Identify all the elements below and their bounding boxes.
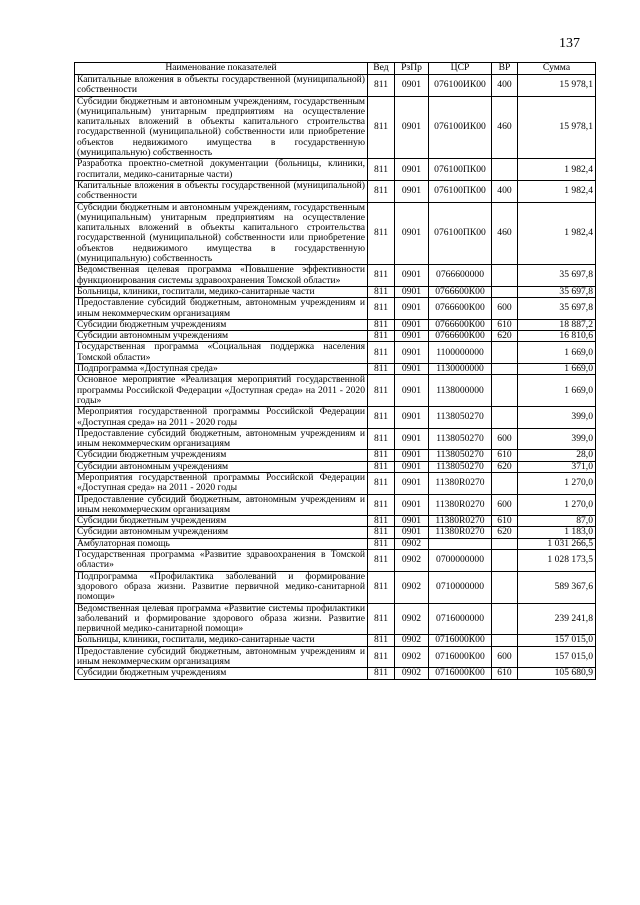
cell-ved: 811 xyxy=(368,364,395,375)
cell-csr: 0716000000 xyxy=(429,603,492,635)
cell-name: Субсидии автономным учреждениям xyxy=(75,461,368,472)
header-vr: ВР xyxy=(492,63,518,75)
cell-sum: 35 697,8 xyxy=(518,298,596,320)
cell-name: Субсидии бюджетным и автономным учреждениям, государственным (муниципальным) унитарным предприятиям на осуществление капитальных вложений в объекты капитального строительства государственной (муниципальной) собственности или приобретение объектов недвижимого имущества в государственную (муниципальную) собственность xyxy=(75,202,368,265)
cell-csr: 11380R0270 xyxy=(429,527,492,538)
cell-sum: 28,0 xyxy=(518,450,596,461)
cell-vr xyxy=(492,550,518,572)
cell-ved: 811 xyxy=(368,550,395,572)
cell-csr: 076100ПК00 xyxy=(429,202,492,265)
cell-rzpr: 0901 xyxy=(395,428,429,450)
cell-sum: 1 669,0 xyxy=(518,364,596,375)
cell-name: Субсидии бюджетным учреждениям xyxy=(75,668,368,679)
cell-rzpr: 0901 xyxy=(395,96,429,159)
cell-ved: 811 xyxy=(368,96,395,159)
cell-name: Разработка проектно-сметной документации (больницы, клиники, госпитали, медико-санитарные части) xyxy=(75,159,368,181)
cell-name: Капитальные вложения в объекты государственной (муниципальной) собственности xyxy=(75,75,368,97)
cell-sum: 35 697,8 xyxy=(518,265,596,287)
cell-sum: 105 680,9 xyxy=(518,668,596,679)
cell-vr: 610 xyxy=(492,516,518,527)
table-row xyxy=(75,646,596,668)
table-row xyxy=(75,364,596,375)
cell-ved: 811 xyxy=(368,450,395,461)
cell-rzpr: 0901 xyxy=(395,342,429,364)
cell-vr: 400 xyxy=(492,75,518,97)
cell-rzpr: 0901 xyxy=(395,202,429,265)
table-row xyxy=(75,428,596,450)
cell-vr xyxy=(492,472,518,494)
cell-name: Субсидии бюджетным учреждениям xyxy=(75,319,368,330)
cell-vr xyxy=(492,635,518,646)
cell-vr: 610 xyxy=(492,668,518,679)
header-ved: Вед xyxy=(368,63,395,75)
cell-vr xyxy=(492,407,518,429)
header-name: Наименование показателей xyxy=(75,63,368,75)
table-row xyxy=(75,571,596,603)
cell-csr: 1138000000 xyxy=(429,375,492,407)
cell-sum: 157 015,0 xyxy=(518,646,596,668)
table-row xyxy=(75,375,596,407)
table-row xyxy=(75,494,596,516)
cell-ved: 811 xyxy=(368,428,395,450)
cell-csr: 076100ПК00 xyxy=(429,180,492,202)
cell-sum: 1 031 266,5 xyxy=(518,538,596,549)
table-header-row xyxy=(75,63,596,75)
cell-rzpr: 0901 xyxy=(395,364,429,375)
cell-sum: 1 669,0 xyxy=(518,375,596,407)
cell-vr: 600 xyxy=(492,298,518,320)
cell-rzpr: 0902 xyxy=(395,668,429,679)
cell-rzpr: 0901 xyxy=(395,331,429,342)
cell-vr xyxy=(492,159,518,181)
cell-vr: 600 xyxy=(492,428,518,450)
cell-ved: 811 xyxy=(368,180,395,202)
cell-csr: 1138050270 xyxy=(429,450,492,461)
cell-name: Больницы, клиники, госпитали, медико-санитарные части xyxy=(75,635,368,646)
cell-sum: 18 887,2 xyxy=(518,319,596,330)
cell-sum: 1 982,4 xyxy=(518,180,596,202)
table-row xyxy=(75,298,596,320)
cell-rzpr: 0901 xyxy=(395,180,429,202)
cell-ved: 811 xyxy=(368,646,395,668)
cell-name: Субсидии бюджетным и автономным учреждениям, государственным (муниципальным) унитарным предприятиям на осуществление капитальных вложений в объекты капитального строительства государственной (муниципальной) собственности или приобретение объектов недвижимого имущества в государственную (муниципальную) собственность xyxy=(75,96,368,159)
cell-rzpr: 0902 xyxy=(395,550,429,572)
cell-name: Больницы, клиники, госпитали, медико-санитарные части xyxy=(75,286,368,297)
cell-vr xyxy=(492,265,518,287)
cell-csr: 1138050270 xyxy=(429,428,492,450)
cell-sum: 15 978,1 xyxy=(518,96,596,159)
cell-csr: 0716000К00 xyxy=(429,635,492,646)
cell-rzpr: 0901 xyxy=(395,472,429,494)
cell-name: Предоставление субсидий бюджетным, автономным учреждениям и иным некоммерческим организациям xyxy=(75,428,368,450)
cell-rzpr: 0901 xyxy=(395,75,429,97)
cell-name: Субсидии бюджетным учреждениям xyxy=(75,516,368,527)
cell-vr: 460 xyxy=(492,96,518,159)
cell-rzpr: 0901 xyxy=(395,407,429,429)
cell-name: Ведомственная целевая программа «Развитие системы профилактики заболеваний и формирование здорового образа жизни. Развитие первичной медико-санитарной помощи» xyxy=(75,603,368,635)
table-row xyxy=(75,550,596,572)
cell-name: Амбулаторная помощь xyxy=(75,538,368,549)
cell-csr: 0766600К00 xyxy=(429,319,492,330)
cell-vr: 600 xyxy=(492,646,518,668)
cell-rzpr: 0901 xyxy=(395,461,429,472)
cell-csr: 1100000000 xyxy=(429,342,492,364)
cell-ved: 811 xyxy=(368,516,395,527)
table-row xyxy=(75,342,596,364)
cell-name: Государственная программа «Социальная поддержка населения Томской области» xyxy=(75,342,368,364)
cell-rzpr: 0901 xyxy=(395,319,429,330)
cell-sum: 239 241,8 xyxy=(518,603,596,635)
cell-vr: 460 xyxy=(492,202,518,265)
cell-ved: 811 xyxy=(368,527,395,538)
cell-vr xyxy=(492,375,518,407)
cell-csr: 076100ИК00 xyxy=(429,75,492,97)
cell-vr: 610 xyxy=(492,319,518,330)
cell-ved: 811 xyxy=(368,461,395,472)
cell-ved: 811 xyxy=(368,375,395,407)
cell-sum: 399,0 xyxy=(518,407,596,429)
cell-vr xyxy=(492,286,518,297)
table-row xyxy=(75,331,596,342)
cell-csr: 11380R0270 xyxy=(429,472,492,494)
cell-vr xyxy=(492,571,518,603)
table-row xyxy=(75,461,596,472)
cell-sum: 87,0 xyxy=(518,516,596,527)
cell-ved: 811 xyxy=(368,202,395,265)
cell-sum: 1 270,0 xyxy=(518,494,596,516)
table-row xyxy=(75,603,596,635)
cell-rzpr: 0901 xyxy=(395,375,429,407)
cell-sum: 35 697,8 xyxy=(518,286,596,297)
cell-name: Мероприятия государственной программы Российской Федерации «Доступная среда» на 2011 - 2020 годы xyxy=(75,472,368,494)
cell-name: Субсидии автономным учреждениям xyxy=(75,527,368,538)
cell-name: Капитальные вложения в объекты государственной (муниципальной) собственности xyxy=(75,180,368,202)
cell-sum: 1 183,0 xyxy=(518,527,596,538)
cell-ved: 811 xyxy=(368,265,395,287)
cell-csr: 1138050270 xyxy=(429,407,492,429)
table-row xyxy=(75,180,596,202)
cell-name: Предоставление субсидий бюджетным, автономным учреждениям и иным некоммерческим организациям xyxy=(75,494,368,516)
cell-ved: 811 xyxy=(368,159,395,181)
cell-rzpr: 0901 xyxy=(395,450,429,461)
cell-csr: 1138050270 xyxy=(429,461,492,472)
cell-sum: 1 028 173,5 xyxy=(518,550,596,572)
cell-vr xyxy=(492,538,518,549)
table-row xyxy=(75,159,596,181)
cell-rzpr: 0902 xyxy=(395,538,429,549)
table-row xyxy=(75,75,596,97)
cell-csr: 0710000000 xyxy=(429,571,492,603)
cell-rzpr: 0901 xyxy=(395,265,429,287)
table-row xyxy=(75,407,596,429)
table-row xyxy=(75,472,596,494)
cell-ved: 811 xyxy=(368,331,395,342)
cell-ved: 811 xyxy=(368,75,395,97)
cell-sum: 16 810,6 xyxy=(518,331,596,342)
cell-csr: 0716000К00 xyxy=(429,646,492,668)
cell-name: Предоставление субсидий бюджетным, автономным учреждениям и иным некоммерческим организациям xyxy=(75,298,368,320)
cell-csr: 0766600К00 xyxy=(429,286,492,297)
cell-csr: 11380R0270 xyxy=(429,516,492,527)
cell-name: Подпрограмма «Доступная среда» xyxy=(75,364,368,375)
cell-csr: 0766600000 xyxy=(429,265,492,287)
table-row xyxy=(75,635,596,646)
cell-rzpr: 0902 xyxy=(395,646,429,668)
table-row xyxy=(75,450,596,461)
cell-csr: 0766600К00 xyxy=(429,331,492,342)
cell-sum: 1 669,0 xyxy=(518,342,596,364)
cell-rzpr: 0901 xyxy=(395,494,429,516)
cell-vr: 620 xyxy=(492,527,518,538)
table-body xyxy=(75,75,596,680)
budget-table xyxy=(74,62,596,680)
cell-name: Мероприятия государственной программы Российской Федерации «Доступная среда» на 2011 - 2020 годы xyxy=(75,407,368,429)
cell-ved: 811 xyxy=(368,538,395,549)
cell-ved: 811 xyxy=(368,298,395,320)
cell-ved: 811 xyxy=(368,635,395,646)
table-row xyxy=(75,516,596,527)
header-csr: ЦСР xyxy=(429,63,492,75)
cell-rzpr: 0902 xyxy=(395,635,429,646)
cell-csr: 11380R0270 xyxy=(429,494,492,516)
cell-ved: 811 xyxy=(368,472,395,494)
cell-rzpr: 0901 xyxy=(395,527,429,538)
cell-vr: 620 xyxy=(492,461,518,472)
table-row xyxy=(75,96,596,159)
cell-ved: 811 xyxy=(368,603,395,635)
cell-csr: 0700000000 xyxy=(429,550,492,572)
cell-sum: 157 015,0 xyxy=(518,635,596,646)
cell-sum: 371,0 xyxy=(518,461,596,472)
cell-sum: 1 982,4 xyxy=(518,159,596,181)
cell-ved: 811 xyxy=(368,571,395,603)
page-number: 137 xyxy=(559,36,580,51)
cell-sum: 1 270,0 xyxy=(518,472,596,494)
table-row xyxy=(75,286,596,297)
cell-rzpr: 0901 xyxy=(395,298,429,320)
table-row xyxy=(75,265,596,287)
cell-csr: 076100ИК00 xyxy=(429,96,492,159)
table-row xyxy=(75,202,596,265)
cell-vr: 610 xyxy=(492,450,518,461)
cell-ved: 811 xyxy=(368,407,395,429)
cell-name: Субсидии автономным учреждениям xyxy=(75,331,368,342)
cell-rzpr: 0901 xyxy=(395,159,429,181)
cell-ved: 811 xyxy=(368,319,395,330)
table-row xyxy=(75,668,596,679)
cell-vr xyxy=(492,603,518,635)
cell-name: Ведомственная целевая программа «Повышение эффективности функционирования системы здравоохранения Томской области» xyxy=(75,265,368,287)
header-sum: Сумма xyxy=(518,63,596,75)
cell-vr: 400 xyxy=(492,180,518,202)
cell-sum: 399,0 xyxy=(518,428,596,450)
cell-ved: 811 xyxy=(368,668,395,679)
cell-rzpr: 0901 xyxy=(395,516,429,527)
cell-csr: 0716000К00 xyxy=(429,668,492,679)
cell-ved: 811 xyxy=(368,494,395,516)
cell-csr: 1130000000 xyxy=(429,364,492,375)
cell-vr: 620 xyxy=(492,331,518,342)
cell-vr xyxy=(492,342,518,364)
table-row xyxy=(75,538,596,549)
cell-csr xyxy=(429,538,492,549)
cell-name: Подпрограмма «Профилактика заболеваний и формирование здорового образа жизни. Развитие первичной медико-санитарной помощи» xyxy=(75,571,368,603)
cell-ved: 811 xyxy=(368,286,395,297)
cell-ved: 811 xyxy=(368,342,395,364)
cell-rzpr: 0902 xyxy=(395,603,429,635)
cell-vr: 600 xyxy=(492,494,518,516)
cell-rzpr: 0901 xyxy=(395,286,429,297)
cell-rzpr: 0902 xyxy=(395,571,429,603)
table-row xyxy=(75,319,596,330)
header-rzpr: РзПр xyxy=(395,63,429,75)
cell-name: Субсидии бюджетным учреждениям xyxy=(75,450,368,461)
cell-name: Основное мероприятие «Реализация мероприятий государственной программы Российской Федерации «Доступная среда» на 2011 - 2020 годы» xyxy=(75,375,368,407)
cell-csr: 0766600К00 xyxy=(429,298,492,320)
cell-vr xyxy=(492,364,518,375)
cell-csr: 076100ПК00 xyxy=(429,159,492,181)
cell-name: Предоставление субсидий бюджетным, автономным учреждениям и иным некоммерческим организациям xyxy=(75,646,368,668)
table-row xyxy=(75,527,596,538)
cell-sum: 589 367,6 xyxy=(518,571,596,603)
cell-sum: 1 982,4 xyxy=(518,202,596,265)
cell-name: Государственная программа «Развитие здравоохранения в Томской области» xyxy=(75,550,368,572)
cell-sum: 15 978,1 xyxy=(518,75,596,97)
